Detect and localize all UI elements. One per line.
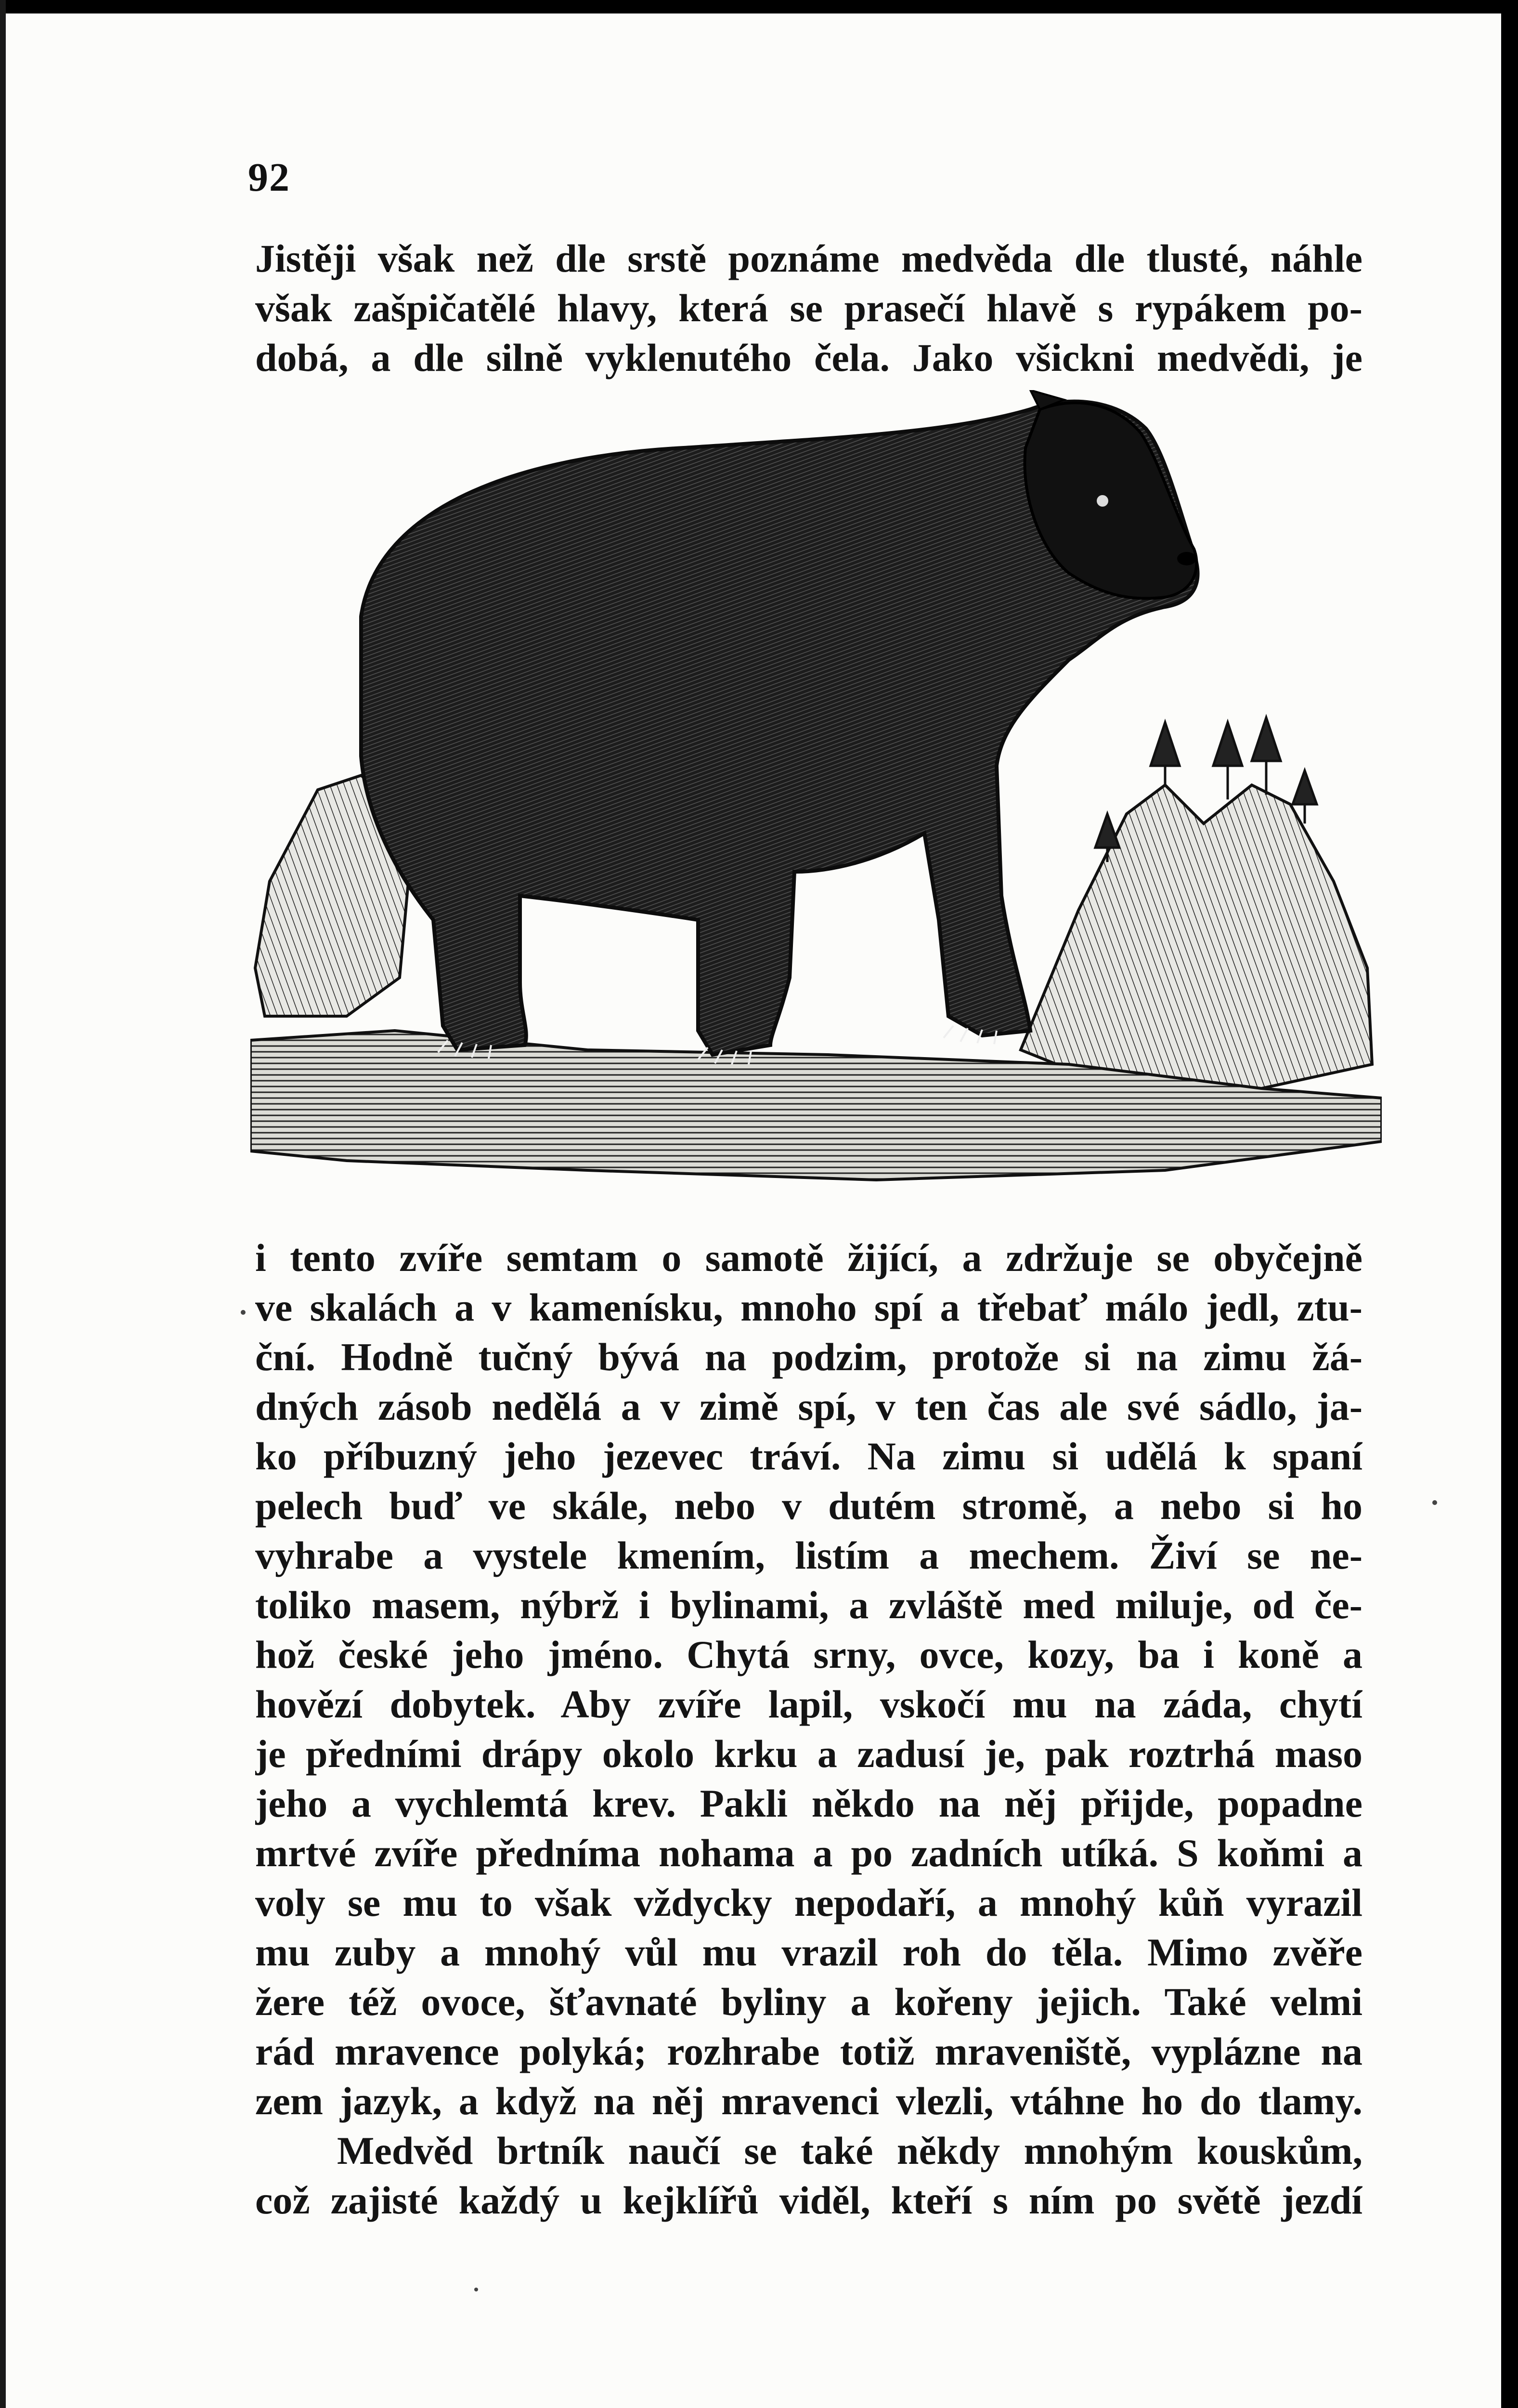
scan-speck <box>1432 1500 1437 1505</box>
text-line: žere též ovoce, šťavnaté byliny a kořeny jejich. Také velmi <box>255 1980 1362 2024</box>
scan-speck <box>474 2288 478 2291</box>
text-line: jeho a vychlemtá krev. Pakli někdo na něj přijde, popadne <box>255 1781 1362 1825</box>
text-line: Medvěd brtník naučí se také někdy mnohým kouskům, <box>337 2129 1362 2172</box>
text-line: ve skalách a v kamenísku, mnoho spí a třebať málo jedl, ztu- <box>255 1285 1362 1329</box>
scan-border-right <box>1501 0 1518 2408</box>
top-paragraph <box>255 234 1362 382</box>
page-number: 92 <box>248 155 290 200</box>
text-line: voly se mu to však vždycky nepodaří, a mnohý kůň vyrazil <box>255 1881 1362 1924</box>
scan-border-top <box>0 0 1518 13</box>
scan-border-left <box>0 0 6 2408</box>
right-mountains <box>1021 785 1372 1088</box>
text-line: mu zuby a mnohý vůl mu vrazil roh do těla. Mimo zvěře <box>255 1930 1362 1974</box>
text-line: vyhrabe a vystele kmením, listím a mechem. Živí se ne- <box>255 1533 1362 1577</box>
bear-illustration <box>250 390 1382 1209</box>
text-line: dobá, a dle silně vyklenutého čela. Jako všickni medvědi, je <box>255 336 1362 380</box>
text-line: rád mravence polyká; rozhrabe totiž mraveniště, vyplázne na <box>255 2029 1362 2073</box>
bear-eye <box>1097 495 1108 507</box>
text-line: dných zásob nedělá a v zimě spí, v ten čas ale své sádlo, ja- <box>255 1385 1362 1428</box>
text-line: hovězí dobytek. Aby zvíře lapil, vskočí mu na záda, chytí <box>255 1682 1362 1726</box>
text-line: ční. Hodně tučný bývá na podzim, protože si na zimu žá- <box>255 1335 1362 1379</box>
text-line: ko příbuzný jeho jezevec tráví. Na zimu si udělá k spaní <box>255 1434 1362 1478</box>
text-line: což zajisté každý u kejklířů viděl, kteří s ním po světě jezdí <box>255 2178 1362 2222</box>
scan-speck <box>241 1310 246 1315</box>
text-line: mrtvé zvíře předníma nohama a po zadních utíká. S koňmi a <box>255 1831 1362 1875</box>
bear-nose <box>1177 552 1196 565</box>
text-line: zem jazyk, a když na něj mravenci vlezli, vtáhne ho do tlamy. <box>255 2079 1362 2123</box>
text-line: hož české jeho jméno. Chytá srny, ovce, kozy, ba i koně a <box>255 1633 1362 1676</box>
text-line: však zašpičatělé hlavy, která se prasečí hlavě s rypákem po- <box>255 286 1362 330</box>
text-line: Jistěji však než dle srstě poznáme medvěda dle tlusté, náhle <box>255 236 1362 280</box>
text-line: i tento zvíře semtam o samotě žijící, a zdržuje se obyčejně <box>255 1236 1362 1280</box>
bottom-paragraph <box>255 1233 1362 2225</box>
text-line: toliko masem, nýbrž i bylinami, a zvláště med miluje, od če- <box>255 1583 1362 1627</box>
text-line: pelech buď ve skále, nebo v dutém stromě, a nebo si ho <box>255 1484 1362 1528</box>
text-line: je předními drápy okolo krku a zadusí je, pak roztrhá maso <box>255 1732 1362 1776</box>
